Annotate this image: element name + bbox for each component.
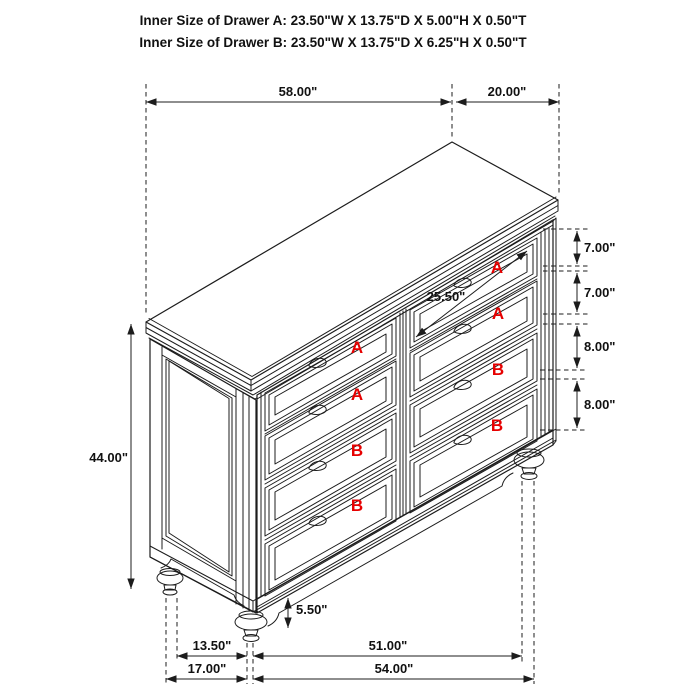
drawer-label-right-2: A: [491, 304, 505, 323]
title-line-drawer-a: Inner Size of Drawer A: 23.50"W X 13.75"D X 5.00"H X 0.50"T: [139, 13, 527, 28]
drawer-label-right-3: B: [491, 360, 505, 379]
drawer-label-left-1: A: [350, 338, 364, 357]
dim-label-foot-depth-outer: 17.00": [187, 661, 227, 676]
drawer-label-right-1: A: [490, 258, 504, 277]
dim-label-foot-depth-inner: 13.50": [192, 638, 232, 653]
foot-front-left: [235, 611, 267, 642]
dim-label-height: 44.00": [89, 450, 128, 465]
dim-label-leg-height: 5.50": [296, 602, 328, 617]
title-line-drawer-b: Inner Size of Drawer B: 23.50"W X 13.75"D X 6.25"H X 0.50"T: [139, 35, 527, 50]
drawer-label-left-2: A: [350, 385, 364, 404]
drawer-label-left-3: B: [350, 441, 364, 460]
dim-label-drawer-width: 25.50": [426, 289, 466, 304]
dim-label-width-top: 58.00": [278, 84, 318, 99]
dim-label-row3: 8.00": [584, 339, 616, 354]
dim-label-depth-top: 20.00": [487, 84, 527, 99]
drawer-label-left-4: B: [350, 496, 364, 515]
drawer-label-right-4: B: [490, 416, 504, 435]
dim-label-row4: 8.00": [584, 397, 616, 412]
title-block: [139, 13, 527, 50]
side-panel: [150, 339, 256, 613]
dim-label-foot-width-inner: 51.00": [368, 638, 408, 653]
foot-back-left: [157, 569, 183, 596]
dim-label-row2: 7.00": [584, 285, 616, 300]
dim-label-row1: 7.00": [584, 240, 616, 255]
dim-label-foot-width-outer: 54.00": [374, 661, 414, 676]
